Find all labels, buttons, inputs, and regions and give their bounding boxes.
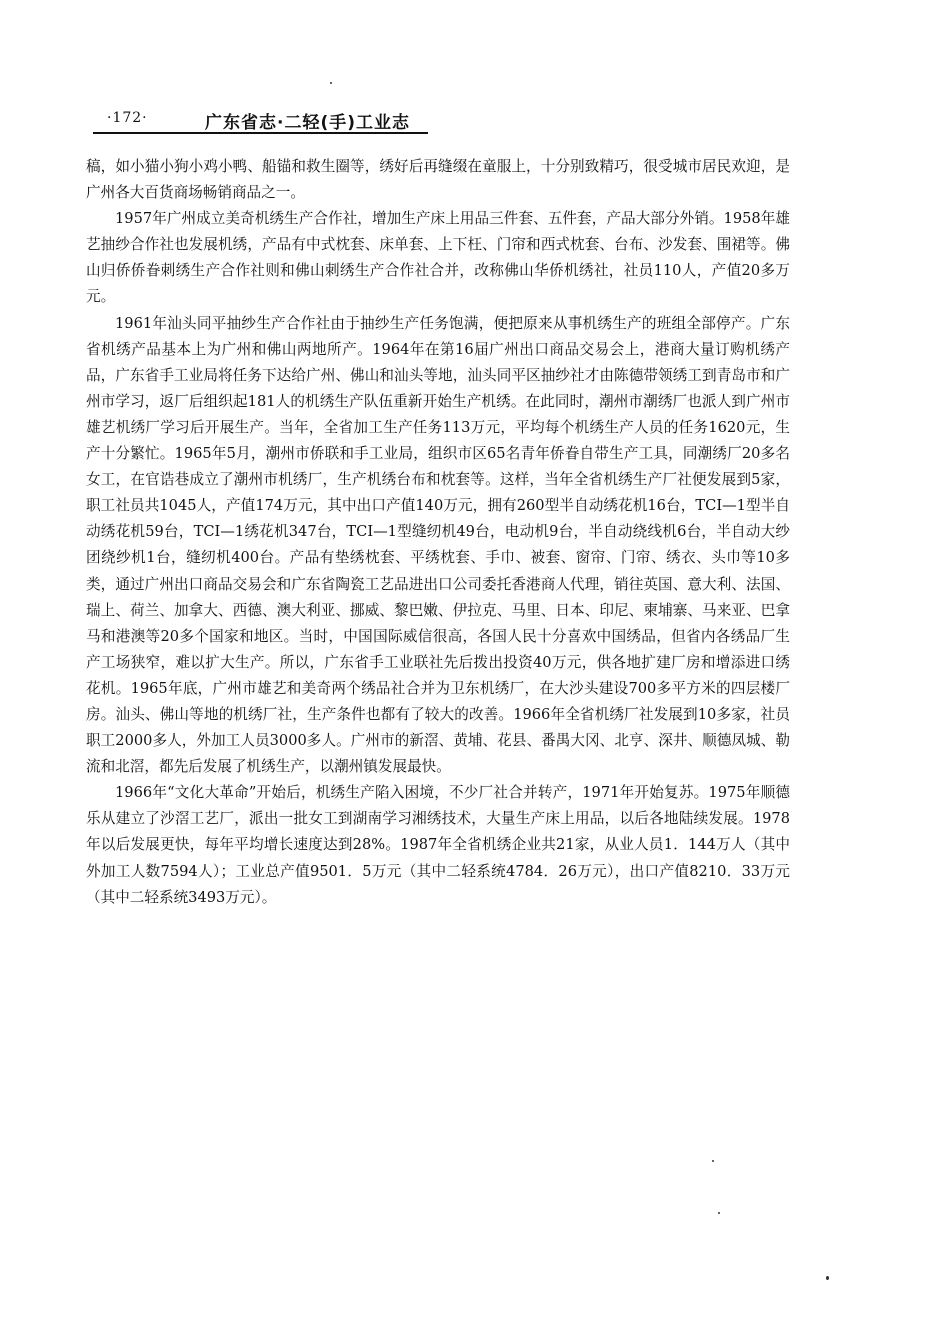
scan-speck xyxy=(826,1276,829,1280)
paragraph-continuation: 稿，如小猫小狗小鸡小鸭、船锚和救生圈等，绣好后再缝缀在童服上，十分别致精巧，很受城市居民欢迎，是广州各大百货商场畅销商品之一。 xyxy=(86,158,790,202)
scan-speck xyxy=(718,1212,720,1214)
paragraph-1957: 1957年广州成立美奇机绣生产合作社，增加生产床上用品三件套、五件套，产品大部分外销。1958年雄艺抽纱合作社也发展机绣，产品有中式枕套、床单套、上下枉、门帘和西式枕套、台布、沙发套、围裙等。佛山归侨侨眷刺绣生产合作社则和佛山刺绣生产合作社合并，改称佛山华侨机绣社，社员110人，产值20多万元。 xyxy=(86,210,790,306)
paragraph-1961: 1961年汕头同平抽纱生产合作社由于抽纱生产任务饱满，便把原来从事机绣生产的班组全部停产。广东省机绣产品基本上为广州和佛山两地所产。1964年在第16届广州出口商品交易会上，港商大量订购机绣产品，广东省手工业局将任务下达给广州、佛山和汕头等地，汕头同平区抽纱社才由陈德带领绣工到青岛市和广州市学习，返厂后组织起181人的机绣生产队伍重新开始生产机绣。在此同时，潮州市潮绣厂也派人到广州市雄艺机绣厂学习后开展生产。当年，全省加工生产任务113万元，平均每个机绣生产人员的任务1620元，生产十分繁忙。1965年5月，潮州市侨联和手工业局，组织市区65名青年侨眷自带生产工具，同潮绣厂20多名女工，在官诰巷成立了潮州市机绣厂，生产机绣台布和枕套等。这样，当年全省机绣生产厂社便发展到5家，职工社员共1045人，产值174万元，其中出口产值140万元，拥有260型半自动绣花机16台，TCI—1型半自动绣花机59台，TCI—1绣花机347台，TCI—1型缝纫机49台，电动机9台，半自动绕线机6台，半自动大纱团绕纱机1台，缝纫机400台。产品有垫绣枕套、平绣枕套、手巾、被套、窗帘、门帘、绣衣、头巾等10多类，通过广州出口商品交易会和广东省陶瓷工艺品进出口公司委托香港商人代理，销往英国、意大利、法国、瑞上、荷兰、加拿大、西德、澳大利亚、挪威、黎巴嫩、伊拉克、马里、日本、印尼、柬埔寨、马来亚、巴拿马和港澳等20多个国家和地区。当时，中国国际威信很高，各国人民十分喜欢中国绣品，但省内各绣品厂生产工场狭窄，难以扩大生产。所以，广东省手工业联社先后拨出投资40万元，供各地扩建厂房和增添进口绣花机。1965年底，广州市雄艺和美奇两个绣品社合并为卫东机绣厂，在大沙头建设700多平方米的四层楼厂房。汕头、佛山等地的机绣厂社，生产条件也都有了较大的改善。1966年全省机绣厂社发展到10多家，社员职工2000多人，外加工人员3000多人。广州市的新滘、黄埔、花县、番禺大冈、北亨、深井、顺德凤城、勒流和北滘，都先后发展了机绣生产，以潮州镇发展最快。 xyxy=(86,314,790,776)
page-header xyxy=(93,108,428,134)
running-title: 广东省志·二轻(手)工业志 xyxy=(205,113,410,133)
scan-speck xyxy=(330,82,332,84)
scan-speck xyxy=(712,1160,714,1162)
page-number: ·172· xyxy=(107,110,148,126)
body-text xyxy=(86,154,790,911)
paragraph-1966: 1966年“文化大革命”开始后，机绣生产陷入困境，不少厂社合并转产，1971年开始复苏。1975年顺德乐从建立了沙滘工艺厂，派出一批女工到湖南学习湘绣技术，大量生产床上用品，以后各地陆续发展。1978年以后发展更快，每年平均增长速度达到28%。1987年全省机绣企业共21家，从业人员1．144万人（其中外加工人数7594人）；工业总产值9501．5万元（其中二轻系统4784．26万元），出口产值8210．33万元（其中二轻系统3493万元）。 xyxy=(86,784,790,906)
